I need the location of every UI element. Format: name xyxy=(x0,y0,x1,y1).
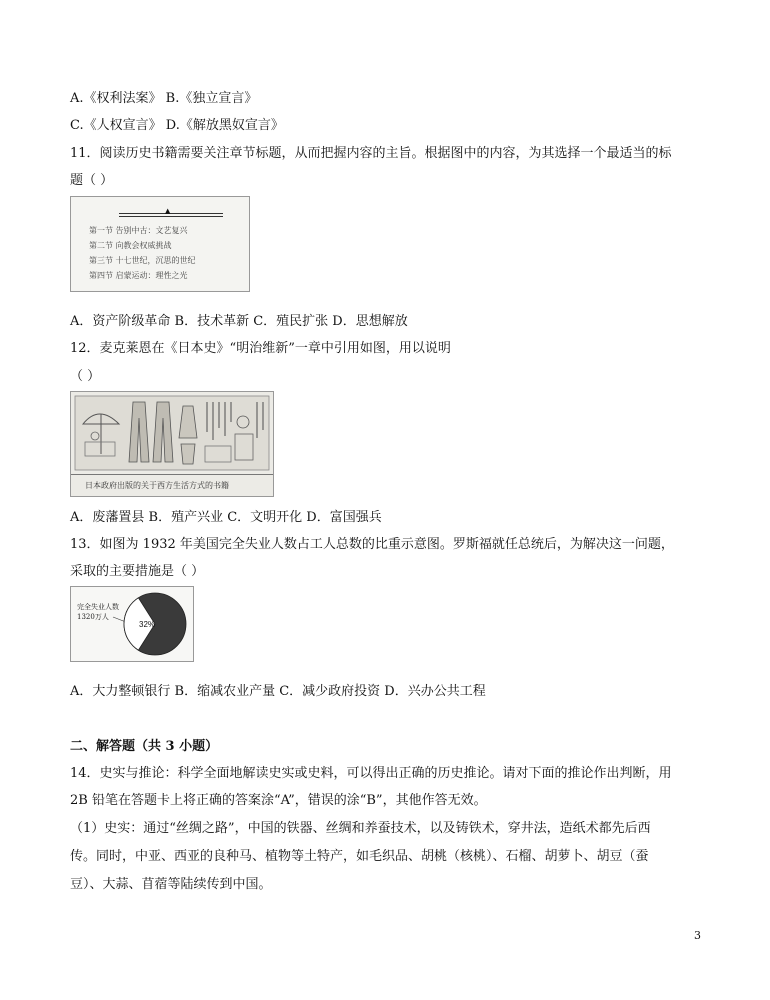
figure-rule-bottom xyxy=(119,216,223,217)
q10-options-line2: C.《人权宣言》 D.《解放黑奴宣言》 xyxy=(70,118,284,133)
pie-chart xyxy=(71,587,193,661)
q14-line2: 2B 铅笔在答题卡上将正确的答案涂“A”，错误的涂“B”，其他作答无效。 xyxy=(70,793,487,808)
figure-row: 第三节 十七世纪，沉思的世纪 xyxy=(89,256,196,265)
section2-heading: 二、解答题（共 3 小题） xyxy=(70,739,219,754)
pie-label-line2: 1320万人 xyxy=(77,613,109,621)
q13-figure-unemployment-pie xyxy=(70,586,194,662)
q11-options: A．资产阶级革命 B．技术革新 C．殖民扩张 D．思想解放 xyxy=(70,314,408,329)
q12-stem-line2: （ ） xyxy=(70,369,101,384)
q12-options: A．废藩置县 B．殖产兴业 C．文明开化 D．富国强兵 xyxy=(70,510,382,525)
q11-stem-line2: 题（ ） xyxy=(70,173,114,188)
q10-options-line1: A.《权利法案》 B.《独立宣言》 xyxy=(70,91,258,106)
pie-percent-label: 32% xyxy=(139,620,156,629)
q13-stem-line2: 采取的主要措施是（ ） xyxy=(70,564,205,579)
q14-line4: 传。同时，中亚、西亚的良种马、植物等土特产，如毛织品、胡桃（核桃）、石榴、胡萝卜、胡豆（蚕 xyxy=(70,849,649,864)
q14-line1: 14．史实与推论：科学全面地解读史实或史料，可以得出正确的历史推论。请对下面的推论作出判断，用 xyxy=(70,766,672,781)
figure-rule-top xyxy=(119,213,223,214)
q13-options: A．大力整顿银行 B．缩减农业产量 C．减少政府投资 D．兴办公共工程 xyxy=(70,684,486,699)
q14-line5: 豆）、大蒜、苜蓿等陆续传到中国。 xyxy=(70,877,272,892)
figure-marker: ▲ xyxy=(165,207,171,215)
figure-row: 第四节 启蒙运动：理性之光 xyxy=(89,271,188,280)
q11-figure-chapter-list xyxy=(70,196,250,292)
pie-label-line1: 完全失业人数 xyxy=(77,603,119,611)
q11-stem-line1: 11．阅读历史书籍需要关注章节标题，从而把握内容的主旨。根据图中的内容，为其选择一个最适当的标 xyxy=(70,146,672,161)
book-illustration-image xyxy=(71,392,273,474)
caption-divider xyxy=(71,474,273,475)
figure-row: 第一节 告别中古：文艺复兴 xyxy=(89,226,188,235)
q13-stem-line1: 13．如图为 1932 年美国完全失业人数占工人总数的比重示意图。罗斯福就任总统后，为解决这一问题， xyxy=(70,537,674,552)
q14-line3: （1）史实：通过“丝绸之路”，中国的铁器、丝绸和养蚕技术，以及铸铁术，穿井法，造纸术都先后西 xyxy=(70,821,651,836)
q12-stem-line1: 12．麦克莱恩在《日本史》“明治维新”一章中引用如图，用以说明 xyxy=(70,341,451,356)
page-number: 3 xyxy=(694,929,701,942)
q12-figure-book-illustration xyxy=(70,391,274,497)
q12-figure-caption: 日本政府出版的关于西方生活方式的书籍 xyxy=(85,481,229,490)
figure-row: 第二节 向教会权威挑战 xyxy=(89,241,172,250)
